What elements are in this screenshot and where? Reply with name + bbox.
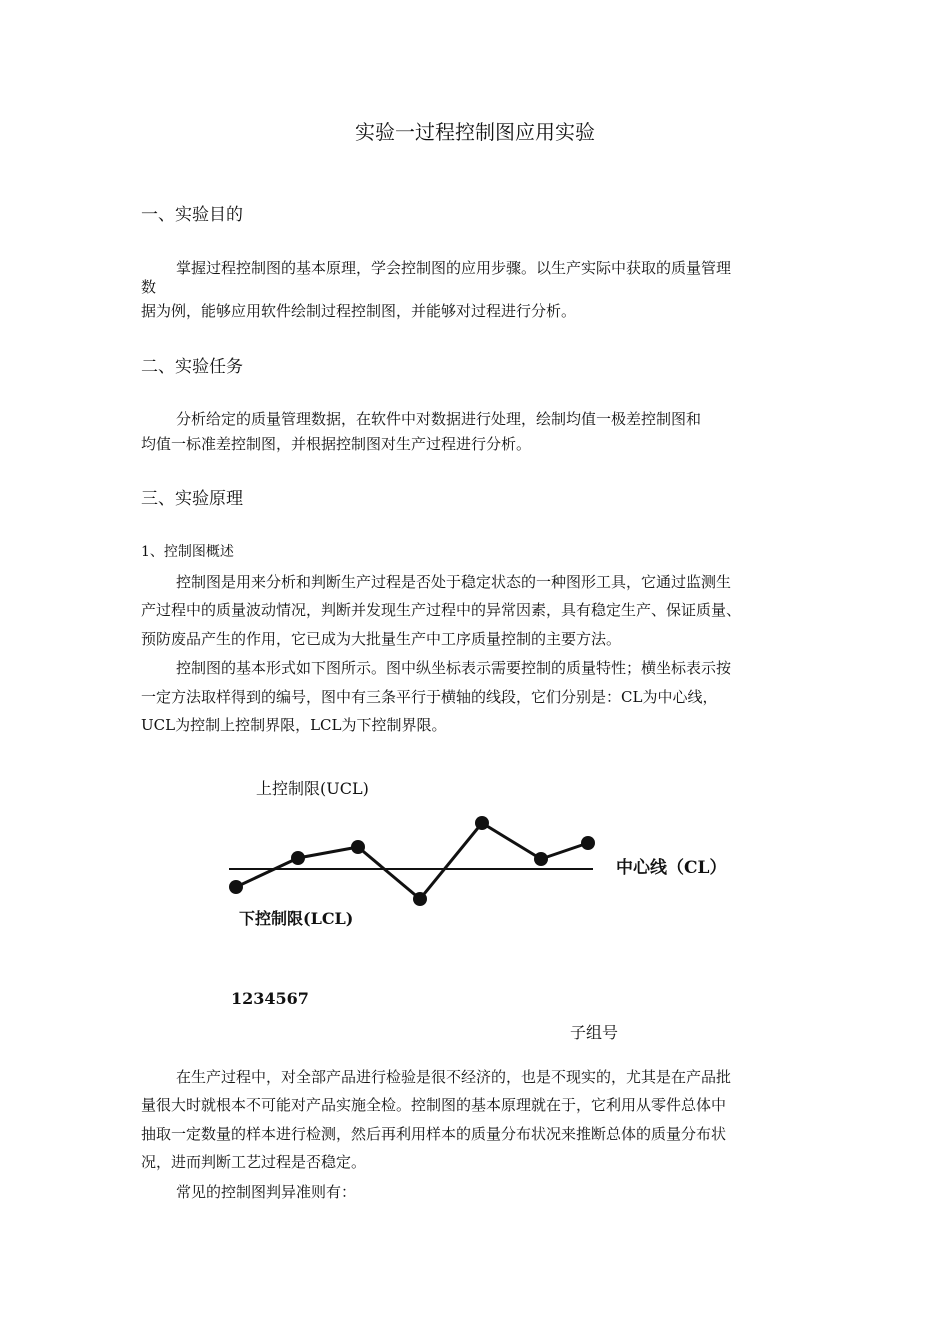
paragraph-line: 况，进而判断工艺过程是否稳定。 (141, 1153, 367, 1171)
paragraph-line: 量很大时就根本不可能对产品实施全检。控制图的基本原理就在于，它利用从零件总体中 (141, 1096, 727, 1114)
paragraph-line: 常见的控制图判异准则有： (176, 1183, 357, 1201)
paragraph-line: 一定方法取样得到的编号，图中有三条平行于横轴的线段，它们分别是：CL为中心线， (141, 688, 718, 706)
data-point-1 (229, 880, 243, 894)
section1-line: 掌握过程控制图的基本原理，学会控制图的应用步骤。以生产实际中获取的质量管理 (176, 259, 732, 277)
x-tick-labels: 1234567 (231, 989, 309, 1008)
section1-line: 数 (141, 278, 157, 296)
lcl-label: 下控制限(LCL) (239, 909, 354, 928)
paragraph-line: 抽取一定数量的样本进行检测，然后再利用样本的质量分布状况来推断总体的质量分布状 (141, 1125, 727, 1143)
paragraph-line: 控制图是用来分析和判断生产过程是否处于稳定状态的一种图形工具，它通过监测生 (176, 573, 732, 591)
x-axis-label: 子组号 (570, 1023, 619, 1042)
paragraph-line: 产过程中的质量波动情况，判断并发现生产过程中的异常因素，具有稳定生产、保证质量、 (141, 601, 742, 619)
data-point-6 (534, 852, 548, 866)
section1-line: 据为例，能够应用软件绘制过程控制图，并能够对过程进行分析。 (141, 302, 577, 320)
section2-heading: 二、实验任务 (141, 357, 243, 377)
section2-line: 均值一标准差控制图，并根据控制图对生产过程进行分析。 (141, 435, 532, 453)
data-point-5 (475, 816, 489, 830)
data-point-4 (413, 892, 427, 906)
section2-line: 分析给定的质量管理数据，在软件中对数据进行处理，绘制均值一极差控制图和 (176, 410, 702, 428)
cl-label: 中心线（CL） (616, 858, 727, 878)
paragraph-line: UCL为控制上控制界限，LCL为下控制界限。 (141, 716, 447, 734)
subsection-heading: 1、控制图概述 (141, 544, 234, 560)
ucl-label: 上控制限(UCL) (256, 779, 369, 798)
data-point-2 (291, 851, 305, 865)
data-point-3 (351, 840, 365, 854)
section3-heading: 三、实验原理 (141, 489, 243, 509)
page-title: 实验一过程控制图应用实验 (355, 120, 595, 144)
paragraph-line: 在生产过程中，对全部产品进行检验是很不经济的，也是不现实的，尤其是在产品批 (176, 1068, 732, 1086)
paragraph-line: 预防废品产生的作用，它已成为大批量生产中工序质量控制的主要方法。 (141, 630, 622, 648)
section1-heading: 一、实验目的 (141, 205, 243, 225)
paragraph-line: 控制图的基本形式如下图所示。图中纵坐标表示需要控制的质量特性；横坐标表示按 (176, 659, 732, 677)
data-point-7 (581, 836, 595, 850)
